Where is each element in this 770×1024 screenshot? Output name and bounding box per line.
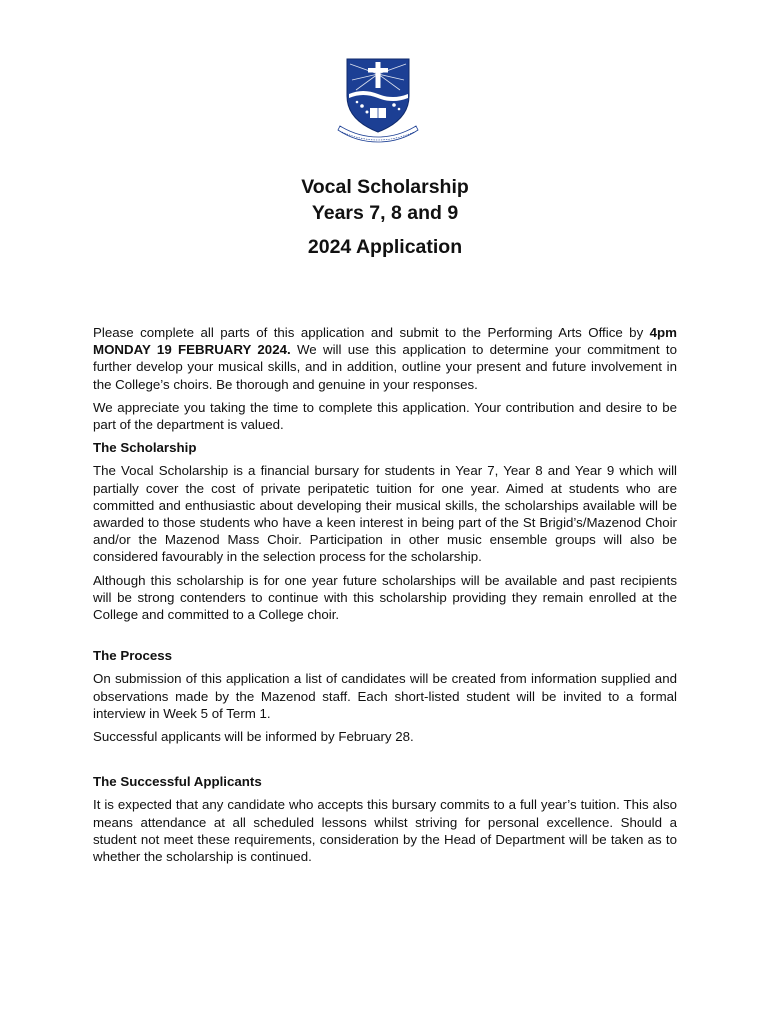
successful-applicants-paragraph: It is expected that any candidate who accepts this bursary commits to a full year’s tuition. This also means attendance at all scheduled lessons whilst striving for personal excellence. Should a student not meet these requirements, consideration by the Head of Department will be taken as to whether the scholarship is continued. xyxy=(93,797,677,865)
process-paragraph-2: Successful applicants will be informed by February 28. xyxy=(93,729,414,745)
scholarship-paragraph-1: The Vocal Scholarship is a financial bursary for students in Year 7, Year 8 and Year 9 which will partially cover the cost of private peripatetic tuition for one year. Aimed at students who are committed and enthusiastic about developing their musical skills, the scholarships available will be awarded to those students who have a keen interest in being part of the St Brigid’s/Mazenod Choir and/or the Mazenod Mass Choir. Participation in other music ensemble groups will also be considered favourably in the selection process for the scholarship. xyxy=(93,463,677,565)
deadline-text: 4pm MONDAY 19 FEBRUARY 2024. xyxy=(93,325,677,358)
successful-applicants-heading: The Successful Applicants xyxy=(93,774,262,790)
college-crest-logo xyxy=(332,56,424,146)
intro-paragraph-2: We appreciate you taking the time to complete this application. Your contribution and desire to be part of the department is valued. xyxy=(93,399,677,433)
title-line-2: Years 7, 8 and 9 xyxy=(311,202,459,224)
process-heading: The Process xyxy=(93,648,173,664)
process-paragraph-1: On submission of this application a list of candidates will be created from information supplied and observations made by the Mazenod staff. Each short-listed student will be invited to a formal interview in Week 5 of Term 1. xyxy=(93,671,677,721)
intro-text-after: We will use this application to determine your commitment to further develop your musical skills, and in addition, outline your present and future involvement in the College’s choirs. Be thorough and genuine in your responses. xyxy=(93,342,678,392)
document-body xyxy=(93,324,677,871)
intro-paragraph-1 xyxy=(93,324,677,393)
title-block xyxy=(0,174,770,260)
intro-text-before: Please complete all parts of this application and submit to the Performing Arts Office by xyxy=(93,325,650,340)
title-line-1: Vocal Scholarship xyxy=(301,176,469,198)
scholarship-paragraph-2: Although this scholarship is for one year future scholarships will be available and past recipients will be strong contenders to continue with this scholarship providing they remain enrolled at the College and committed to a College choir. xyxy=(93,572,677,623)
scholarship-heading: The Scholarship xyxy=(93,440,197,456)
title-line-3: 2024 Application xyxy=(307,236,463,258)
